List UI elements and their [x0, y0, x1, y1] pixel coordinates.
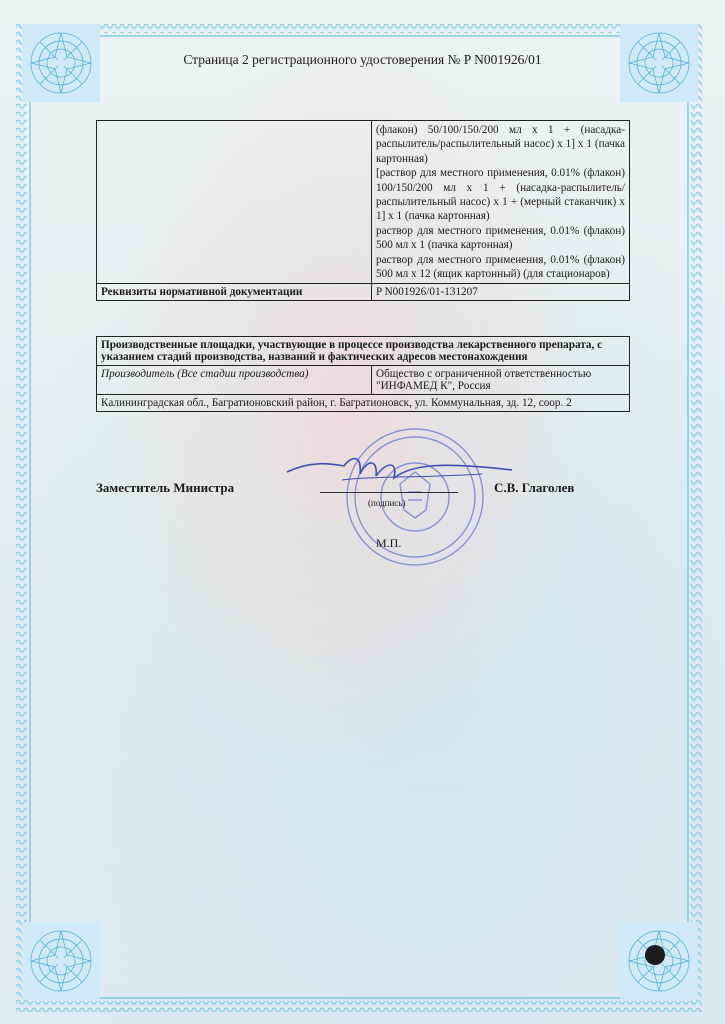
- packaging-line: раствор для местного применения, 0.01% (флакон) 500 мл х 1 (пачка картонная): [376, 224, 625, 252]
- table-row: [97, 121, 630, 284]
- producer-address: Калининградская обл., Багратионовский район, г. Багратионовск, ул. Коммунальная, зд. 12, соор. 2: [97, 395, 630, 412]
- official-seal-icon: [340, 422, 490, 572]
- packaging-line: раствор для местного применения, 0.01% (флакон) 500 мл х 12 (ящик картонный) (для стационаров): [376, 253, 625, 281]
- table-row: [97, 284, 630, 301]
- packaging-line: (флакон) 50/100/150/200 мл х 1 + (насадка-распылитель/распылительный насос) х 1] х 1 (пачка картонная): [376, 124, 625, 165]
- producer-label: Производитель (Все стадии производства): [97, 366, 372, 395]
- punch-hole: [645, 945, 665, 965]
- table-row: [97, 337, 630, 366]
- normative-value: P N001926/01-131207: [372, 284, 630, 301]
- signature-caption: (подпись): [368, 498, 406, 508]
- corner-rosette-icon: [22, 922, 100, 1000]
- page-title: Страница 2 регистрационного удостоверения № P N001926/01: [183, 52, 542, 67]
- table-row: [97, 395, 630, 412]
- stamp-place: М.П.: [376, 536, 402, 550]
- signature-line: [320, 492, 458, 493]
- signatory-name: С.В. Глаголев: [494, 480, 575, 495]
- producer-value: Общество с ограниченной ответственностью "ИНФАМЕД К", Россия: [372, 366, 630, 395]
- table-row: [97, 366, 630, 395]
- signature-icon: [282, 450, 522, 490]
- packaging-cell: [372, 121, 630, 284]
- empty-cell: [97, 121, 372, 284]
- normative-label: Реквизиты нормативной документации: [97, 284, 372, 301]
- production-sites-table: [96, 336, 630, 412]
- packaging-line: [раствор для местного применения, 0.01% (флакон) 100/150/200 мл х 1 + (насадка-распылитель/распылительный насос) х 1 + (мерный стаканчик) х 1] х 1 (пачка картонная): [376, 167, 625, 223]
- signatory-title: Заместитель Министра: [96, 480, 235, 495]
- packaging-table: [96, 120, 630, 301]
- production-heading: Производственные площадки, участвующие в процессе производства лекарственного препарата, с указанием стадий производства, названий и фактических адресов местонахождения: [97, 337, 630, 366]
